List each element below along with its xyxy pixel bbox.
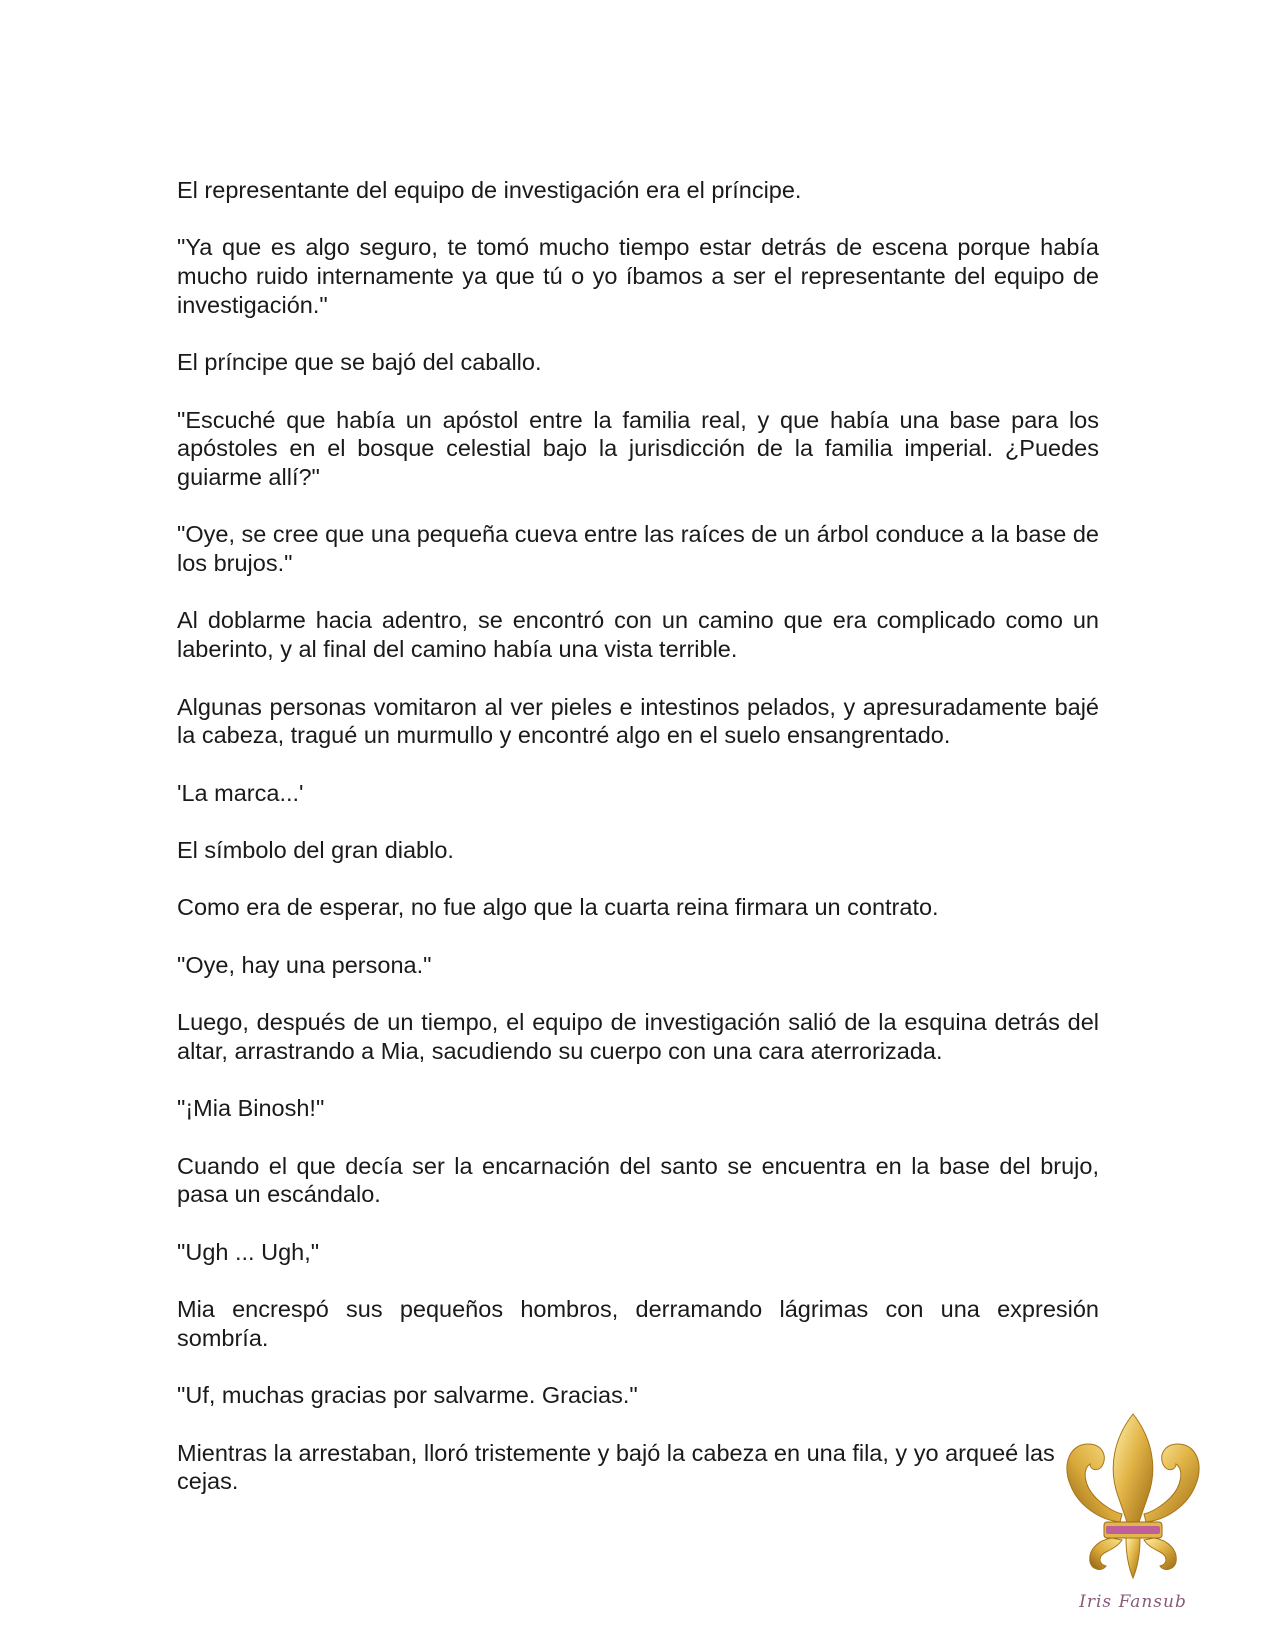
paragraph-11: "Oye, hay una persona." (177, 951, 432, 978)
paragraph-7: Algunas personas vomitaron al ver pieles e intestinos pelados, y apresuradamente bajé la cabeza, tragué un murmullo y encontré algo en el suelo ensangrentado. (177, 693, 1099, 749)
paragraph-13: "¡Mia Binosh!" (177, 1095, 325, 1122)
paragraph-16: Mia encrespó sus pequeños hombros, derramando lágrimas con una expresión sombría. (177, 1296, 1099, 1351)
fansub-logo (1048, 1410, 1218, 1610)
paragraph-2: "Ya que es algo seguro, te tomó mucho tiempo estar detrás de escena porque había mucho ruido internamente ya que tú o yo íbamos a ser el representante del equipo de investigación." (177, 234, 1099, 318)
body-text (177, 176, 1099, 1525)
paragraph-6: Al doblarme hacia adentro, se encontró con un camino que era complicado como un laberinto, y al final del camino había una vista terrible. (177, 607, 1099, 663)
paragraph-12: Luego, después de un tiempo, el equipo de investigación salió de la esquina detrás del altar, arrastrando a Mia, sacudiendo su cuerpo con una cara aterrorizada. (177, 1009, 1099, 1064)
paragraph-1: El representante del equipo de investigación era el príncipe. (177, 177, 802, 203)
paragraph-4: "Escuché que había un apóstol entre la familia real, y que había una base para los apóstoles en el bosque celestial bajo la jurisdicción de la familia imperial. ¿Puedes guiarme allí?" (177, 406, 1099, 490)
paragraph-15: "Ugh ... Ugh," (177, 1238, 320, 1265)
paragraph-14: Cuando el que decía ser la encarnación del santo se encuentra en la base del brujo, pasa un escándalo. (177, 1152, 1099, 1208)
paragraph-9: El símbolo del gran diablo. (177, 837, 454, 864)
paragraph-5: "Oye, se cree que una pequeña cueva entre las raíces de un árbol conduce a la base de los brujos." (177, 521, 1099, 577)
paragraph-10: Como era de esperar, no fue algo que la cuarta reina firmara un contrato. (177, 894, 939, 921)
paragraph-3: El príncipe que se bajó del caballo. (177, 349, 542, 376)
paragraph-8: 'La marca...' (177, 779, 304, 806)
fleur-de-lis-icon (1048, 1410, 1218, 1590)
paragraph-18: Mientras la arrestaban, lloró tristemente y bajó la cabeza en una fila, y yo arqueé las cejas. (177, 1439, 1055, 1495)
logo-caption: Iris Fansub (1079, 1592, 1187, 1612)
paragraph-17: "Uf, muchas gracias por salvarme. Gracias." (177, 1382, 638, 1409)
